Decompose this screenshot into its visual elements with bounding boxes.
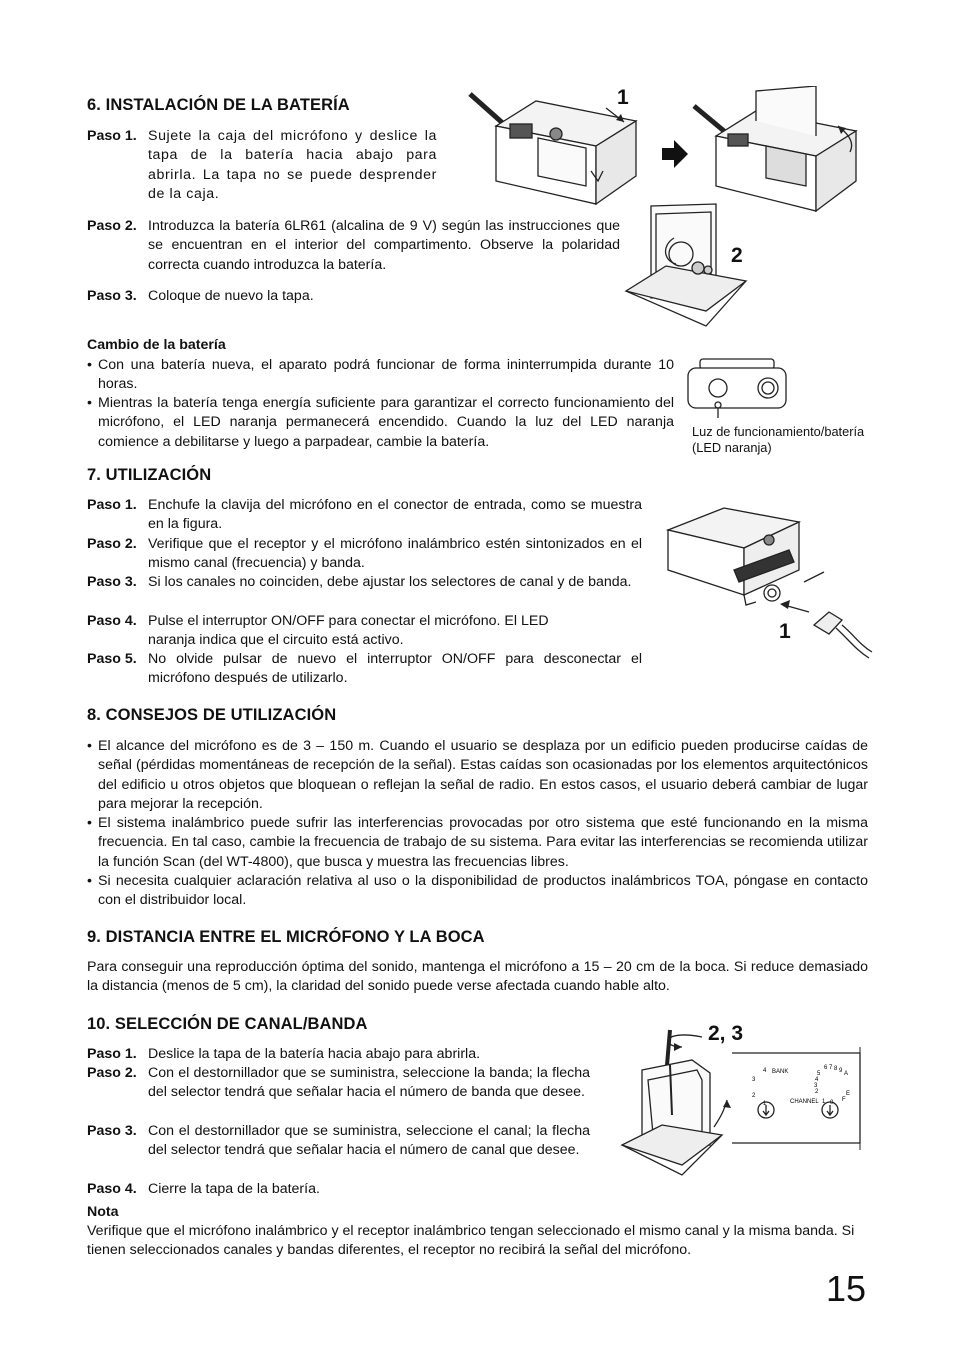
step-text: Si los canales no coinciden, debe ajustar los selectores de canal y de banda. bbox=[148, 574, 632, 590]
section-10-title: 10. SELECCIÓN DE CANAL/BANDA bbox=[87, 1015, 368, 1033]
figure-label-2: 2 bbox=[731, 244, 743, 267]
step-label: Paso 3. bbox=[87, 574, 137, 590]
step-text: Pulse el interruptor ON/OFF para conectar el micrófono. El LED naranja indica que el circuito está activo. bbox=[148, 613, 549, 649]
step-label: Paso 3. bbox=[87, 1123, 137, 1139]
step-label: Paso 4. bbox=[87, 613, 137, 629]
channel-digit: A bbox=[844, 1071, 849, 1077]
led-caption-line-2: (LED naranja) bbox=[692, 440, 772, 455]
figure-label-1: 1 bbox=[617, 86, 629, 109]
step-text: Enchufe la clavija del micrófono en el conector de entrada, como se muestra en la figura. bbox=[148, 497, 642, 533]
bank-digit: 3 bbox=[752, 1077, 756, 1083]
bullet-text: Si necesita cualquier aclaración relativa al uso o la disponibilidad de productos inalámbricos TOA, póngase en contacto con el distribuidor local. bbox=[98, 873, 868, 909]
step-text: Verifique que el receptor y el micrófono inalámbrico estén sintonizados en el mismo canal (frecuencia) y banda. bbox=[148, 536, 642, 572]
mic-plug-illustration bbox=[664, 500, 884, 665]
section-9-text: Para conseguir una reproducción óptima del sonido, mantenga el micrófono a 15 – 20 cm de la boca. Si reduce demasiado la distancia (menos de 5 cm), la claridad del sonido puede verse afectada cuando hable alto. bbox=[87, 959, 868, 995]
section-7-title: 7. UTILIZACIÓN bbox=[87, 466, 212, 484]
channel-digit: 4 bbox=[815, 1077, 819, 1083]
step-text: Deslice la tapa de la batería hacia abajo para abrirla. bbox=[148, 1046, 481, 1062]
bank-digit: 4 bbox=[763, 1068, 767, 1074]
bullet-dot: • bbox=[87, 357, 92, 373]
channel-digit: F bbox=[842, 1097, 846, 1103]
channel-digit: 5 bbox=[817, 1071, 821, 1077]
bullet-dot: • bbox=[87, 395, 92, 411]
channel-digit: 2 bbox=[815, 1089, 819, 1095]
battery-change-title: Cambio de la batería bbox=[87, 337, 226, 353]
step-label: Paso 2. bbox=[87, 218, 137, 234]
step-label: Paso 2. bbox=[87, 1065, 137, 1081]
step-text: Sujete la caja del micrófono y deslice la tapa de la batería hacia abajo para abrirla. La tapa no se puede desprender de la caja. bbox=[148, 128, 437, 203]
channel-digit: 3 bbox=[814, 1083, 818, 1089]
bank-label: BANK bbox=[772, 1069, 789, 1075]
figure-label-2-3: 2, 3 bbox=[708, 1022, 744, 1045]
step-label: Paso 4. bbox=[87, 1181, 137, 1197]
channel-digit: 8 bbox=[834, 1066, 838, 1072]
bank-digit: 1 bbox=[763, 1101, 767, 1107]
step-label: Paso 2. bbox=[87, 536, 137, 552]
step-text: Con el destornillador que se suministra, seleccione el canal; la flecha del selector tendrá que señalar hacia el número de canal que desee. bbox=[148, 1123, 590, 1159]
step-text: Cierre la tapa de la batería. bbox=[148, 1181, 320, 1197]
led-caption-line-1: Luz de funcionamiento/batería bbox=[692, 424, 865, 439]
bullet-text: El alcance del micrófono es de 3 – 150 m. Cuando el usuario se desplaza por un edificio pueden producirse caídas de señal (pérdidas momentáneas de recepción de la señal). Estas caídas son ocasionadas por los elementos arquitectónicos del edificio u otros objetos que bloquean o reflejan la señal de radio. En estos casos, el usuario deberá cambiar de lugar para mejorar la recepción. bbox=[98, 738, 868, 813]
note-text: Verifique que el micrófono inalámbrico y el receptor inalámbrico tengan seleccionado el mismo canal y la misma banda. Si tienen seleccionados canales y bandas diferentes, el receptor no recibirá la señal del micrófono. bbox=[87, 1223, 855, 1259]
step-text: Con el destornillador que se suministra, seleccione la banda; la flecha del selector tendrá que señalar hacia el número de banda que desee. bbox=[148, 1065, 590, 1101]
step-label: Paso 5. bbox=[87, 651, 137, 667]
bullet-dot: • bbox=[87, 738, 92, 754]
channel-digit: 0 bbox=[830, 1100, 834, 1106]
battery-install-illustration bbox=[466, 86, 866, 330]
step-text: Introduzca la batería 6LR61 (alcalina de 9 V) según las instrucciones que se encuentran en el interior del compartimento. Observe la polaridad correcta cuando introduzca la batería. bbox=[148, 218, 620, 273]
step-label: Paso 1. bbox=[87, 497, 137, 513]
bullet-text: El sistema inalámbrico puede sufrir las interferencias provocadas por otro sistema que esté funcionando en la misma frecuencia. En tal caso, cambie la frecuencia de trabajo de su sistema. Para evitar las interferencias se recomienda utilizar la función Scan (del WT-4800), que busca y muestra las frecuencias libres. bbox=[98, 815, 868, 870]
bullet-text: Mientras la batería tenga energía suficiente para garantizar el correcto funcionamiento del micrófono, el LED naranja permanecerá encendido. Cuando la luz del LED naranja comience a debilitarse y luego a parpadear, cambie la batería. bbox=[98, 395, 674, 450]
step-label: Paso 1. bbox=[87, 1046, 137, 1062]
channel-band-illustration bbox=[612, 1025, 870, 1180]
channel-digit: 6 bbox=[824, 1065, 828, 1071]
step-text: No olvide pulsar de nuevo el interruptor ON/OFF para desconectar el micrófono después de utilizarlo. bbox=[148, 651, 642, 687]
section-6-title: 6. INSTALACIÓN DE LA BATERÍA bbox=[87, 96, 350, 114]
led-indicator-illustration bbox=[686, 358, 790, 420]
section-9-title: 9. DISTANCIA ENTRE EL MICRÓFONO Y LA BOCA bbox=[87, 928, 485, 946]
bullet-text: Con una batería nueva, el aparato podrá funcionar de forma ininterrumpida durante 10 horas. bbox=[98, 357, 674, 393]
step-label: Paso 1. bbox=[87, 128, 137, 144]
step-label: Paso 3. bbox=[87, 288, 137, 304]
bullet-dot: • bbox=[87, 873, 92, 889]
section-8-title: 8. CONSEJOS DE UTILIZACIÓN bbox=[87, 706, 337, 724]
figure-label-plug: 1 bbox=[779, 620, 791, 643]
channel-digit: 1 bbox=[822, 1099, 826, 1105]
page-number: 15 bbox=[826, 1268, 867, 1309]
channel-digit: 9 bbox=[839, 1068, 843, 1074]
channel-digit: 7 bbox=[829, 1065, 833, 1071]
channel-digit: E bbox=[846, 1091, 851, 1097]
bullet-dot: • bbox=[87, 815, 92, 831]
step-text: Coloque de nuevo la tapa. bbox=[148, 288, 314, 304]
bank-digit: 2 bbox=[752, 1093, 756, 1099]
note-title: Nota bbox=[87, 1204, 119, 1220]
channel-label: CHANNEL bbox=[790, 1099, 819, 1105]
